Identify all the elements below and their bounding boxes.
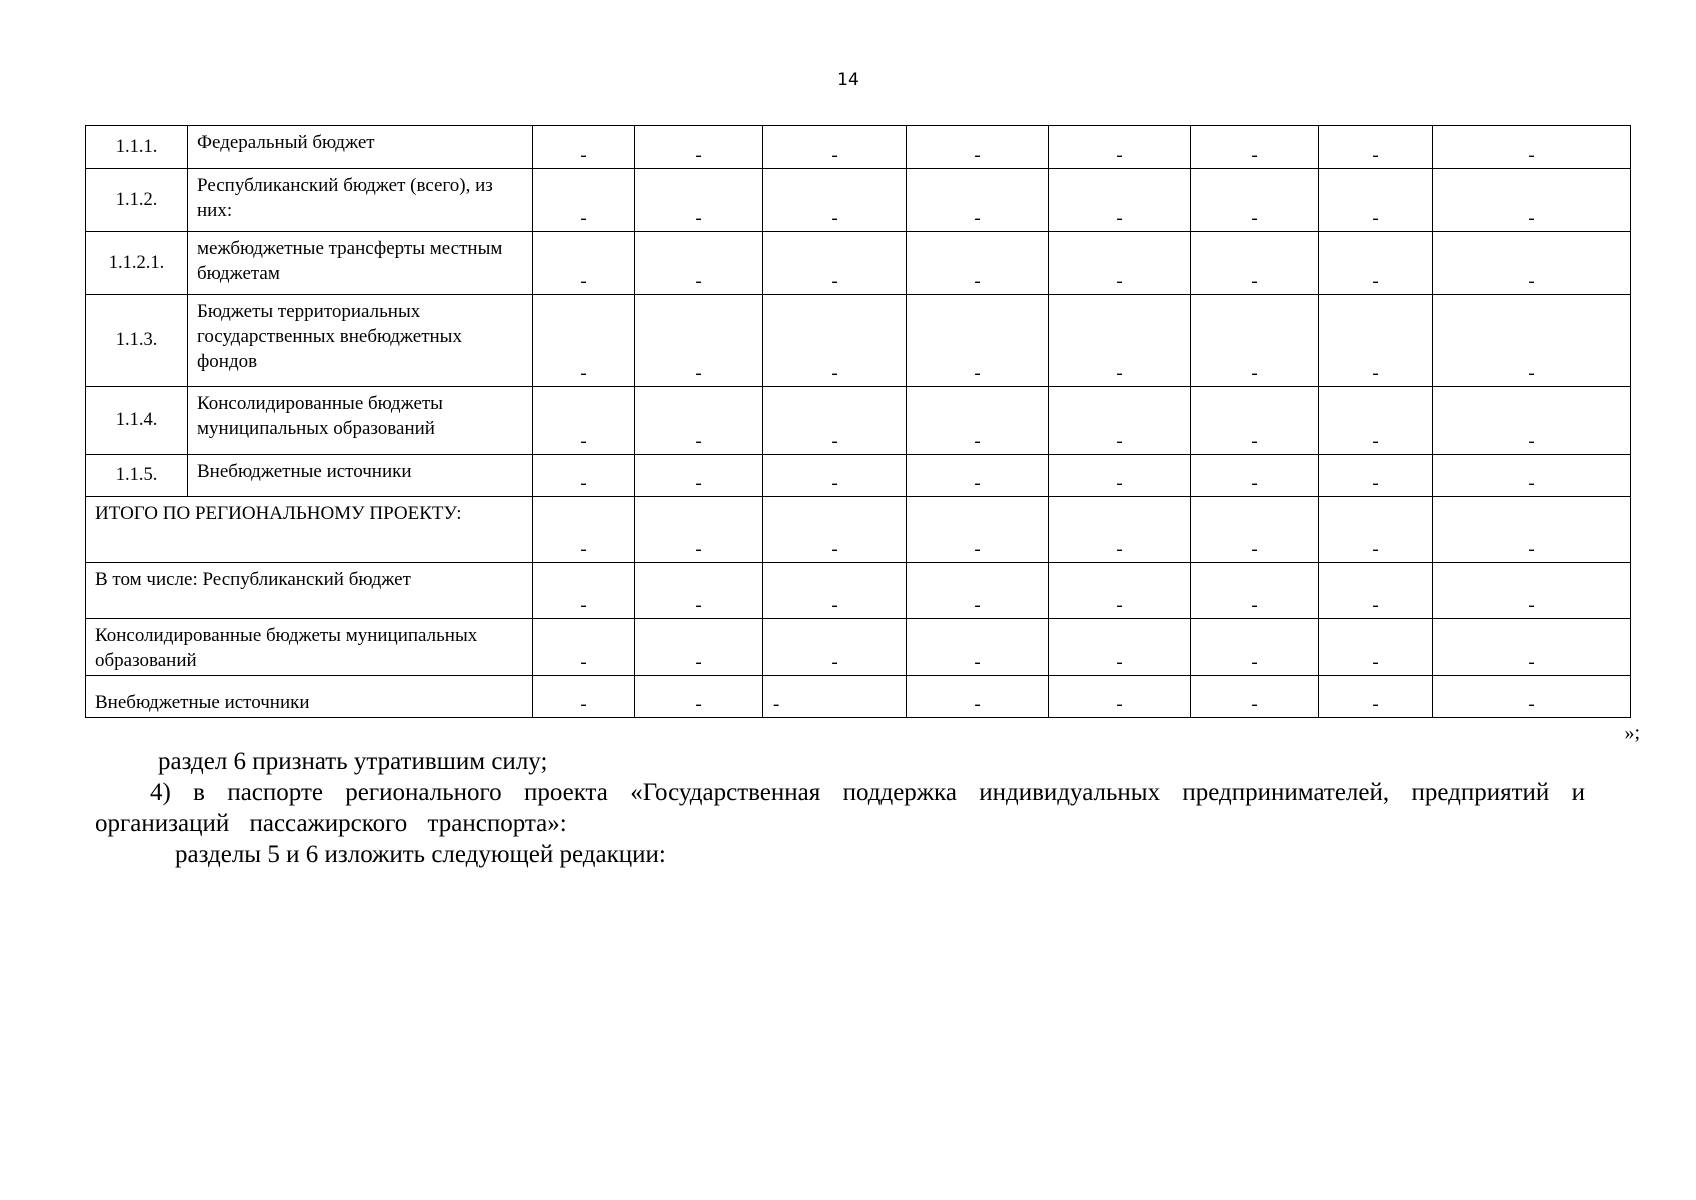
table-cell: - xyxy=(1049,169,1191,232)
table-cell: - xyxy=(1433,295,1631,387)
table-cell: - xyxy=(1191,169,1319,232)
paragraph: раздел 6 признать утратившим силу; xyxy=(158,748,548,775)
table-cell: - xyxy=(635,619,763,676)
row-label: Внебюджетные источники xyxy=(188,455,533,497)
table-cell: - xyxy=(1049,387,1191,455)
table-cell: - xyxy=(907,295,1049,387)
table-cell: - xyxy=(533,619,635,676)
row-label: ИТОГО ПО РЕГИОНАЛЬНОМУ ПРОЕКТУ: xyxy=(86,497,533,563)
page-number: 14 xyxy=(837,70,859,90)
table-cell: - xyxy=(763,169,907,232)
table-cell: - xyxy=(1191,497,1319,563)
table-row xyxy=(86,455,1631,497)
paragraph: разделы 5 и 6 изложить следующей редакции: xyxy=(175,841,666,868)
table-cell: - xyxy=(1191,387,1319,455)
table-cell: - xyxy=(1433,497,1631,563)
table-row xyxy=(86,232,1631,295)
table-cell: - xyxy=(533,295,635,387)
row-number: 1.1.3. xyxy=(86,295,188,387)
table-row-total xyxy=(86,497,1631,563)
table-cell: - xyxy=(1191,295,1319,387)
table-cell: - xyxy=(907,169,1049,232)
table-cell: - xyxy=(1433,563,1631,619)
closing-quote: »; xyxy=(1624,722,1640,744)
table-cell: - xyxy=(763,497,907,563)
table-cell: - xyxy=(1319,295,1433,387)
table-cell: - xyxy=(1433,126,1631,169)
table-row xyxy=(86,126,1631,169)
document-body xyxy=(95,746,1585,870)
table-cell: - xyxy=(763,232,907,295)
table-cell: - xyxy=(1049,497,1191,563)
table-cell: - xyxy=(635,455,763,497)
table-cell: - xyxy=(533,232,635,295)
table-cell: - xyxy=(1049,563,1191,619)
table-row xyxy=(86,387,1631,455)
table-row xyxy=(86,676,1631,718)
table-cell: - xyxy=(1191,455,1319,497)
table-cell: - xyxy=(1191,563,1319,619)
table-cell: - xyxy=(1049,619,1191,676)
row-number: 1.1.1. xyxy=(86,126,188,169)
table-cell: - xyxy=(763,387,907,455)
table-cell: - xyxy=(1191,619,1319,676)
table-cell: - xyxy=(533,563,635,619)
row-number: 1.1.2.1. xyxy=(86,232,188,295)
table-cell: - xyxy=(1049,232,1191,295)
table-cell: - xyxy=(1433,387,1631,455)
table-row xyxy=(86,563,1631,619)
table-cell: - xyxy=(1191,232,1319,295)
table-cell: - xyxy=(533,387,635,455)
table-cell: - xyxy=(533,676,635,718)
row-label: Консолидированные бюджеты муниципальных образований xyxy=(86,619,533,676)
table-cell: - xyxy=(907,497,1049,563)
table-cell: - xyxy=(763,563,907,619)
table-cell: - xyxy=(635,295,763,387)
table-cell: - xyxy=(763,676,907,718)
table-cell: - xyxy=(1319,563,1433,619)
table-cell: - xyxy=(1049,126,1191,169)
table-cell: - xyxy=(907,619,1049,676)
table-cell: - xyxy=(907,232,1049,295)
table-cell: - xyxy=(635,126,763,169)
table-cell: - xyxy=(907,387,1049,455)
table-cell: - xyxy=(1049,455,1191,497)
table-cell: - xyxy=(763,455,907,497)
row-label: В том числе: Республиканский бюджет xyxy=(86,563,533,619)
row-label: Консолидированные бюджеты муниципальных образований xyxy=(188,387,533,455)
table-cell: - xyxy=(1191,126,1319,169)
table-cell: - xyxy=(1433,619,1631,676)
row-number: 1.1.4. xyxy=(86,387,188,455)
row-label: межбюджетные трансферты местным бюджетам xyxy=(188,232,533,295)
table-cell: - xyxy=(1319,387,1433,455)
table-row xyxy=(86,619,1631,676)
table-cell: - xyxy=(635,232,763,295)
table-cell: - xyxy=(1319,619,1433,676)
table-cell: - xyxy=(763,126,907,169)
row-label: Бюджеты территориальных государственных внебюджетных фондов xyxy=(188,295,533,387)
row-number: 1.1.2. xyxy=(86,169,188,232)
table-cell: - xyxy=(763,619,907,676)
row-label: Федеральный бюджет xyxy=(188,126,533,169)
table-cell: - xyxy=(1319,455,1433,497)
table-cell: - xyxy=(1319,169,1433,232)
table-cell: - xyxy=(1433,676,1631,718)
table-cell: - xyxy=(907,126,1049,169)
table-row xyxy=(86,169,1631,232)
table-cell: - xyxy=(907,455,1049,497)
table-cell: - xyxy=(1433,232,1631,295)
table-cell: - xyxy=(635,169,763,232)
table-cell: - xyxy=(533,169,635,232)
table-cell: - xyxy=(1433,455,1631,497)
table-cell: - xyxy=(1191,676,1319,718)
table-cell: - xyxy=(1433,169,1631,232)
table-cell: - xyxy=(1319,126,1433,169)
table-cell: - xyxy=(533,455,635,497)
table-cell: - xyxy=(635,497,763,563)
table-cell: - xyxy=(1319,676,1433,718)
table-cell: - xyxy=(1319,232,1433,295)
table-cell: - xyxy=(1319,497,1433,563)
row-number: 1.1.5. xyxy=(86,455,188,497)
financing-table xyxy=(85,125,1631,718)
table-cell: - xyxy=(1049,295,1191,387)
table-row xyxy=(86,295,1631,387)
table-cell: - xyxy=(533,497,635,563)
table-cell: - xyxy=(635,387,763,455)
paragraph: 4) в паспорте регионального проекта «Государственная поддержка индивидуальных предпринимателей, предприятий и организаций пассажирского транспорта»: xyxy=(95,779,1585,837)
row-label: Республиканский бюджет (всего), из них: xyxy=(188,169,533,232)
table-cell: - xyxy=(1049,676,1191,718)
table-cell: - xyxy=(763,295,907,387)
table-cell: - xyxy=(907,676,1049,718)
table-cell: - xyxy=(635,676,763,718)
table-cell: - xyxy=(635,563,763,619)
row-label: Внебюджетные источники xyxy=(86,676,533,718)
table-cell: - xyxy=(533,126,635,169)
table-cell: - xyxy=(907,563,1049,619)
